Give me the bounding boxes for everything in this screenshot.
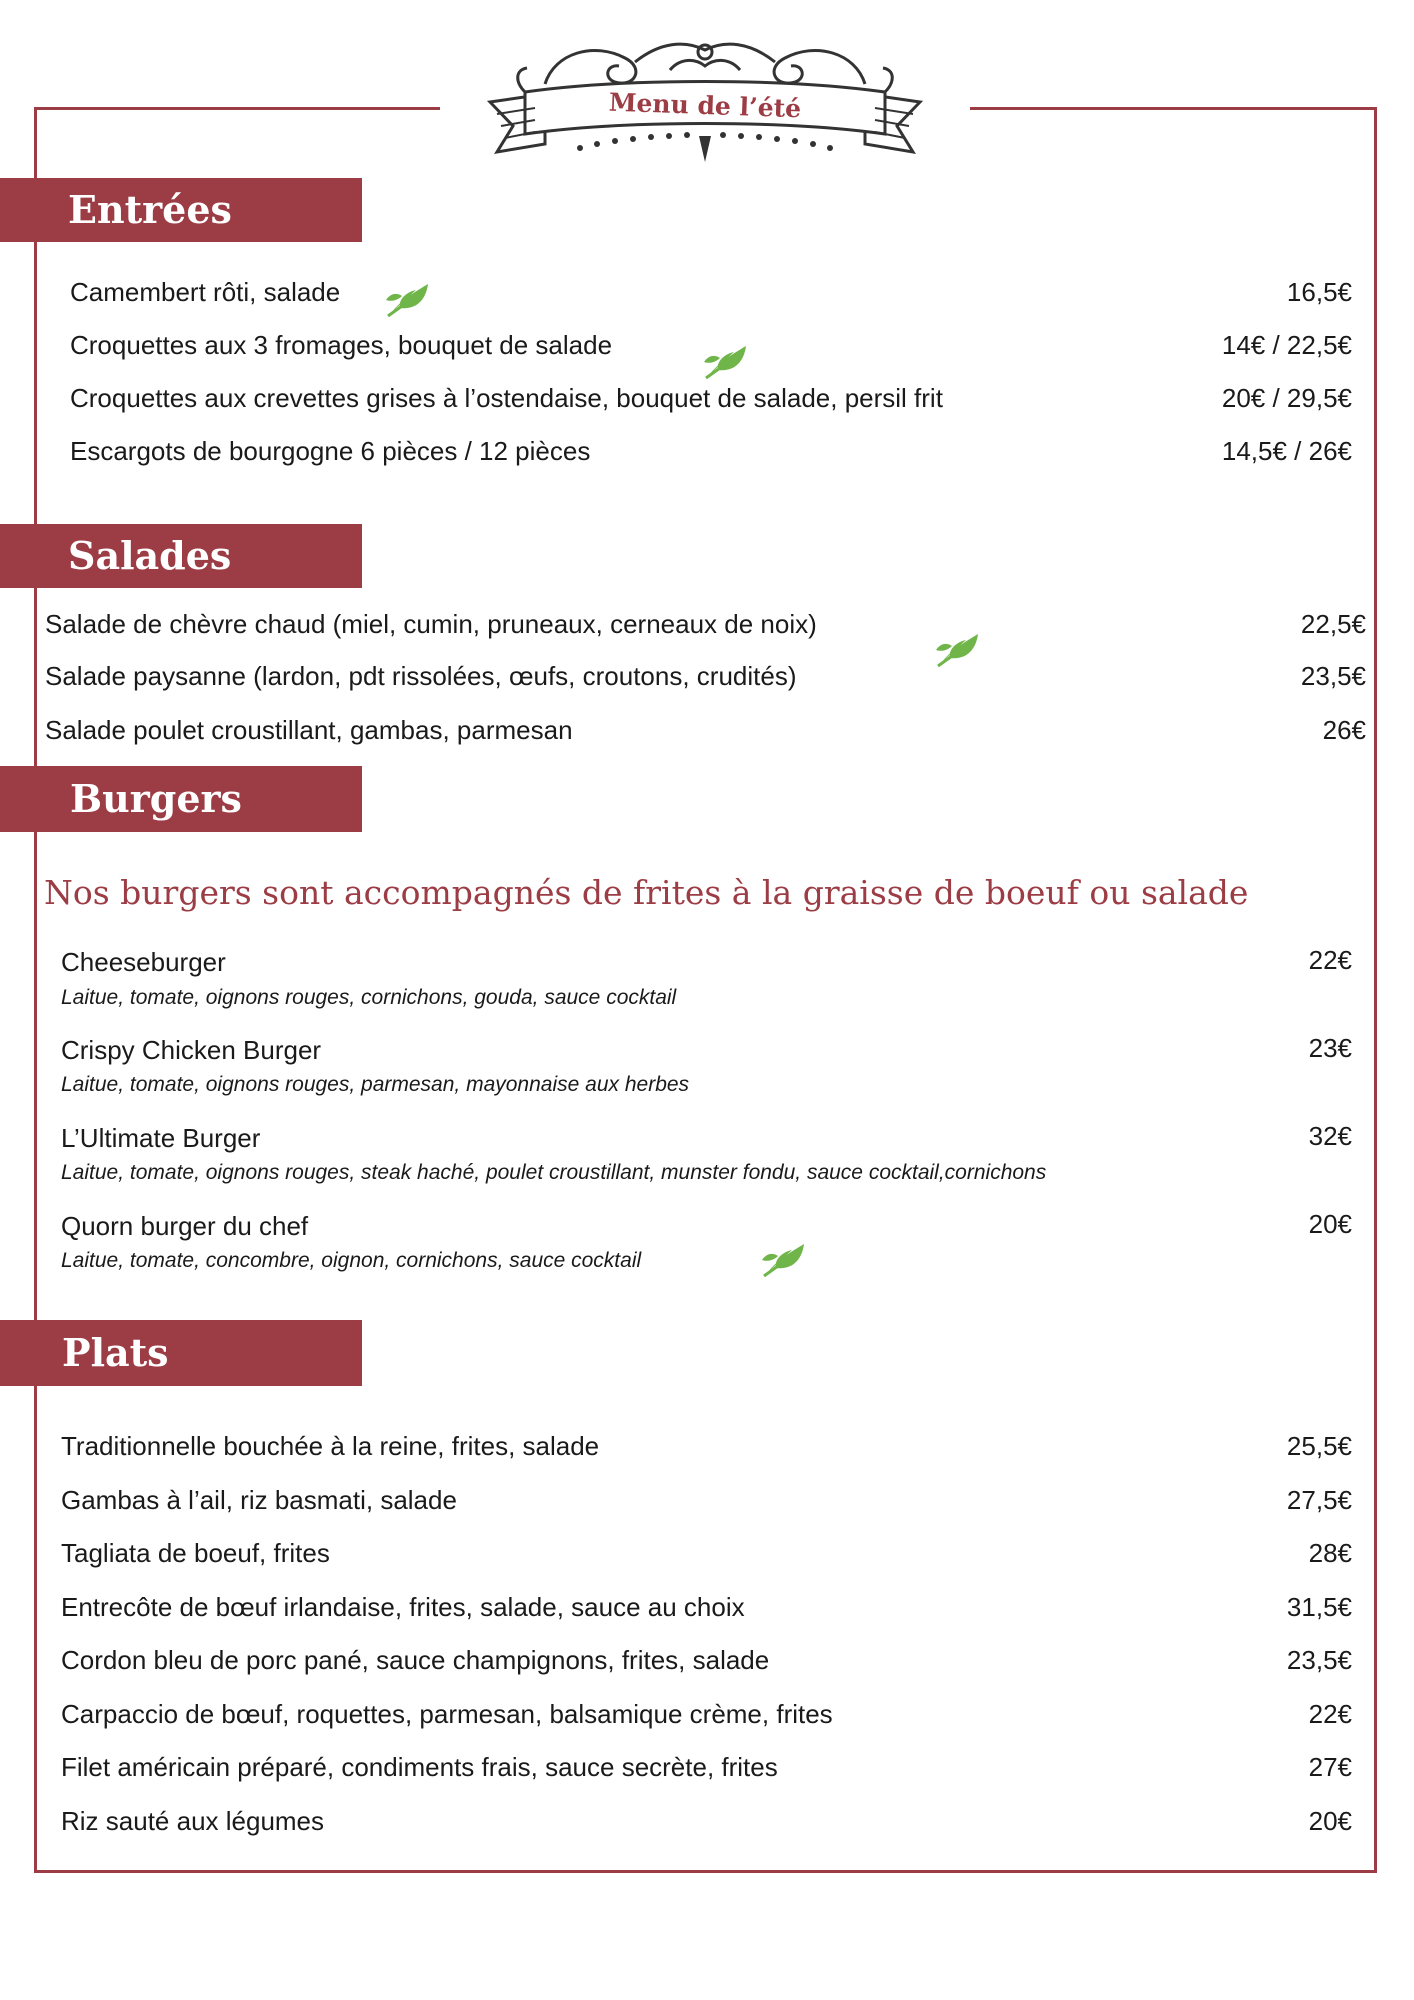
menu-item-price: 23,5€ (1300, 661, 1366, 691)
section-title-salades: Salades (0, 524, 362, 588)
menu-item-price: 25,5€ (1286, 1431, 1352, 1461)
menu-item-price: 22€ (1308, 1699, 1352, 1729)
menu-item-name: Entrecôte de bœuf irlandaise, frites, salade, sauce au choix (61, 1592, 745, 1622)
leaf-icon (700, 340, 752, 380)
burgers-note: Nos burgers sont accompagnés de frites à la graisse de boeuf ou salade (44, 873, 1249, 912)
menu-item-price: 27,5€ (1286, 1485, 1352, 1515)
menu-banner (485, 22, 925, 170)
menu-item-name: Riz sauté aux légumes (61, 1806, 325, 1836)
menu-item-name: Camembert rôti, salade (70, 277, 341, 307)
menu-item-price: 27€ (1308, 1752, 1352, 1782)
menu-item-name: Cheeseburger (61, 947, 226, 977)
menu-item-price: 14,5€ / 26€ (1221, 436, 1352, 466)
menu-item-price: 20€ / 29,5€ (1221, 383, 1352, 413)
leaf-icon (758, 1238, 810, 1278)
menu-item-name: Traditionnelle bouchée à la reine, frites, salade (61, 1431, 600, 1461)
menu-item-price: 22€ (1308, 945, 1352, 975)
menu-item-name: Salade paysanne (lardon, pdt rissolées, œufs, croutons, crudités) (45, 661, 797, 691)
menu-item-price: 31,5€ (1286, 1592, 1352, 1622)
banner-title: Menu de l’été (608, 87, 802, 124)
menu-item-price: 26€ (1322, 715, 1366, 745)
menu-item-name: Salade poulet croustillant, gambas, parmesan (45, 715, 573, 745)
menu-item-description: Laitue, tomate, oignons rouges, cornichons, gouda, sauce cocktail (61, 986, 677, 1009)
menu-item-name: Escargots de bourgogne 6 pièces / 12 pièces (70, 436, 591, 466)
section-title-entrees: Entrées (0, 178, 362, 242)
leaf-icon (382, 278, 434, 318)
leaf-icon (932, 628, 984, 668)
menu-item-price: 28€ (1308, 1538, 1352, 1568)
menu-item-name: Croquettes aux 3 fromages, bouquet de salade (70, 330, 613, 360)
menu-item-name: Crispy Chicken Burger (61, 1035, 322, 1065)
menu-item-price: 22,5€ (1300, 609, 1366, 639)
menu-item-name: Gambas à l’ail, riz basmati, salade (61, 1485, 457, 1515)
menu-item-name: Carpaccio de bœuf, roquettes, parmesan, balsamique crème, frites (61, 1699, 833, 1729)
menu-item-name: Croquettes aux crevettes grises à l’ostendaise, bouquet de salade, persil frit (70, 383, 943, 413)
menu-item-description: Laitue, tomate, oignons rouges, parmesan, mayonnaise aux herbes (61, 1073, 690, 1096)
menu-item-price: 16,5€ (1286, 277, 1352, 307)
menu-item-description: Laitue, tomate, oignons rouges, steak haché, poulet croustillant, munster fondu, sauce cocktail,cornichons (61, 1161, 1047, 1184)
menu-item-name: Tagliata de boeuf, frites (61, 1538, 330, 1568)
section-title-burgers: Burgers (0, 766, 362, 832)
menu-item-price: 32€ (1308, 1121, 1352, 1151)
section-title-plats: Plats (0, 1320, 362, 1386)
menu-item-price: 20€ (1308, 1806, 1352, 1836)
menu-item-name: L’Ultimate Burger (61, 1123, 261, 1153)
menu-item-name: Filet américain préparé, condiments frais, sauce secrète, frites (61, 1752, 778, 1782)
menu-item-price: 23€ (1308, 1033, 1352, 1063)
menu-item-name: Salade de chèvre chaud (miel, cumin, pruneaux, cerneaux de noix) (45, 609, 817, 639)
menu-item-price: 23,5€ (1286, 1645, 1352, 1675)
menu-item-price: 20€ (1308, 1209, 1352, 1239)
menu-item-price: 14€ / 22,5€ (1221, 330, 1352, 360)
menu-item-name: Quorn burger du chef (61, 1211, 309, 1241)
menu-item-description: Laitue, tomate, concombre, oignon, cornichons, sauce cocktail (61, 1249, 642, 1272)
menu-item-name: Cordon bleu de porc pané, sauce champignons, frites, salade (61, 1645, 770, 1675)
